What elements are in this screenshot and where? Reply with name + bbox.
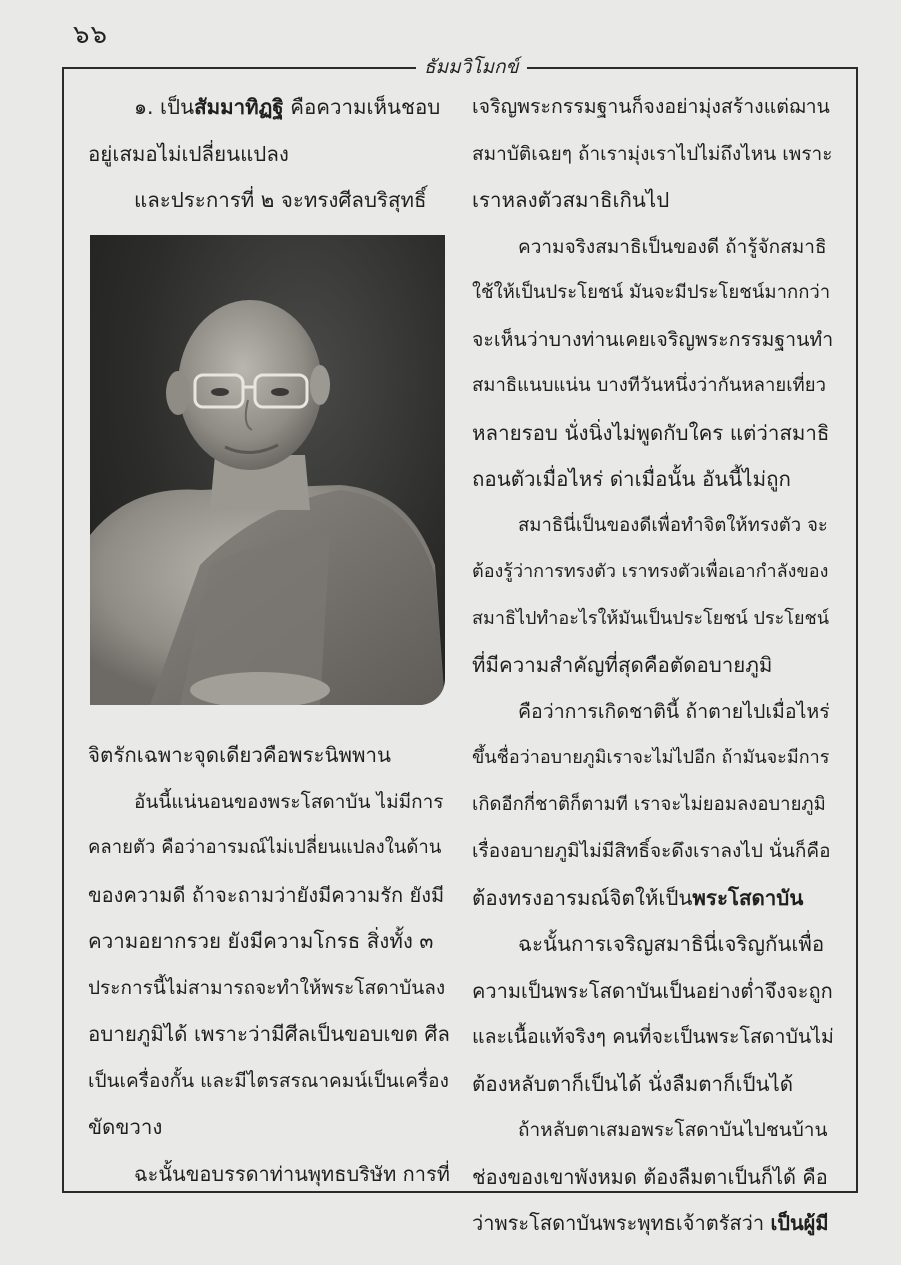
paragraph-line: คือว่าการเกิดชาตินี้ ถ้าตายไปเมื่อไหร่ [518,699,830,723]
paragraph-line: เรื่องอบายภูมิไม่มีสิทธิ์จะดึงเราลงไป นั่นก็คือ [472,840,831,862]
paragraph-line: เจริญพระกรรมฐานก็จงอย่ามุ่งสร้างแต่ฌาน [472,95,830,118]
left-column-top [88,84,450,224]
paragraph-line: ความอยากรวย ยังมีความโกรธ สิ่งทั้ง ๓ [88,929,434,953]
paragraph-line: ต้องทรงอารมณ์จิตให้เป็นพระโสดาบัน [472,885,804,910]
paragraph-line: หลายรอบ นั่งนิ่งไม่พูดกับใคร แต่ว่าสมาธิ [472,420,830,445]
paragraph-line: และเนื้อแท้จริงๆ คนที่จะเป็นพระโสดาบันไม่ [472,1025,834,1048]
paragraph-line: ใช้ให้เป็นประโยชน์ มันจะมีประโยชน์มากกว่า [472,282,831,303]
paragraph-line: อยู่เสมอไม่เปลี่ยนแปลง [88,141,289,166]
paragraph-line: สมาบัติเฉยๆ ถ้าเรามุ่งเราไปไม่ถึงไหน เพราะ [472,142,833,165]
paragraph-line: สมาธินี่เป็นของดีเพื่อทำจิตให้ทรงตัว จะ [518,514,828,536]
right-column [472,84,834,1247]
left-column-bottom [88,732,450,1197]
paragraph-line: ความจริงสมาธิเป็นของดี ถ้ารู้จักสมาธิ [518,235,827,258]
paragraph-line: ต้องรู้ว่าการทรงตัว เราทรงตัวเพื่อเอากำลังของ [472,561,829,582]
paragraph-line: ของความดี ถ้าจะถามว่ายังมีความรัก ยังมี [88,882,445,907]
paragraph-line: จะเห็นว่าบางท่านเคยเจริญพระกรรมฐานทำ [472,327,834,351]
paragraph-line: ขึ้นชื่อว่าอบายภูมิเราจะไม่ไปอีก ถ้ามันจะมีการ [472,747,830,768]
paragraph-line: ต้องหลับตาก็เป็นได้ นั่งลืมตาก็เป็นได้ [472,1071,794,1096]
paragraph-line: อันนี้แน่นอนของพระโสดาบัน ไม่มีการ [134,790,444,813]
paragraph-line: จิตรักเฉพาะจุดเดียวคือพระนิพพาน [88,743,392,767]
paragraph-line: ว่าพระโสดาบันพระพุทธเจ้าตรัสว่า เป็นผู้มี [472,1211,829,1235]
paragraph-line: ถอนตัวเมื่อไหร่ ด่าเมื่อนั้น อันนี้ไม่ถูก [472,467,791,491]
paragraph-line: ความเป็นพระโสดาบันเป็นอย่างต่ำจึงจะถูก [472,978,833,1003]
paragraph-line: สมาธิไปทำอะไรให้มันเป็นประโยชน์ ประโยชน์ [472,607,830,629]
paragraph-line: เป็นเครื่องกั้น และมีไตรสรณาคมน์เป็นเครื่อง [88,1069,449,1092]
monk-portrait-photo [90,235,445,705]
paragraph-line: และประการที่ ๒ จะทรงศีลบริสุทธิ์ [134,188,427,212]
paragraph-line: อบายภูมิได้ เพราะว่ามีศีลเป็นขอบเขต ศีล [88,1022,450,1046]
paragraph-line: สมาธิแนบแน่น บางทีวันหนึ่งว่ากันหลายเที่ยว [472,375,826,396]
running-header-title: ธัมมวิโมกข์ [416,52,527,82]
paragraph-line: คลายตัว คือว่าอารมณ์ไม่เปลี่ยนแปลงในด้าน [88,837,442,858]
paragraph-line: ฉะนั้นการเจริญสมาธินี่เจริญกันเพื่อ [518,932,825,956]
paragraph-line: ๑. เป็นสัมมาทิฏฐิ คือความเห็นชอบ [134,95,441,119]
paragraph-line: ช่องของเขาพังหมด ต้องลืมตาเป็นก็ได้ คือ [472,1164,828,1189]
paragraph-line: ขัดขวาง [88,1115,163,1139]
paragraph-line: ประการนี้ไม่สามารถจะทำให้พระโสดาบันลง [88,976,446,999]
page-number: ๖๖ [73,20,109,50]
paragraph-line: เกิดอีกกี่ชาติก็ตามที เราจะไม่ยอมลงอบายภูมิ [472,793,826,815]
paragraph-line: เราหลงตัวสมาธิเกินไป [472,188,670,212]
paragraph-line: ฉะนั้นขอบรรดาท่านพุทธบริษัท การที่ [134,1161,450,1186]
bold-term: พระโสดาบัน [692,885,804,910]
paragraph-line: ที่มีความสำคัญที่สุดคือตัดอบายภูมิ [472,653,773,677]
paragraph-line: ถ้าหลับตาเสมอพระโสดาบันไปชนบ้าน [518,1119,828,1141]
bold-term: เป็นผู้มี [770,1211,829,1235]
